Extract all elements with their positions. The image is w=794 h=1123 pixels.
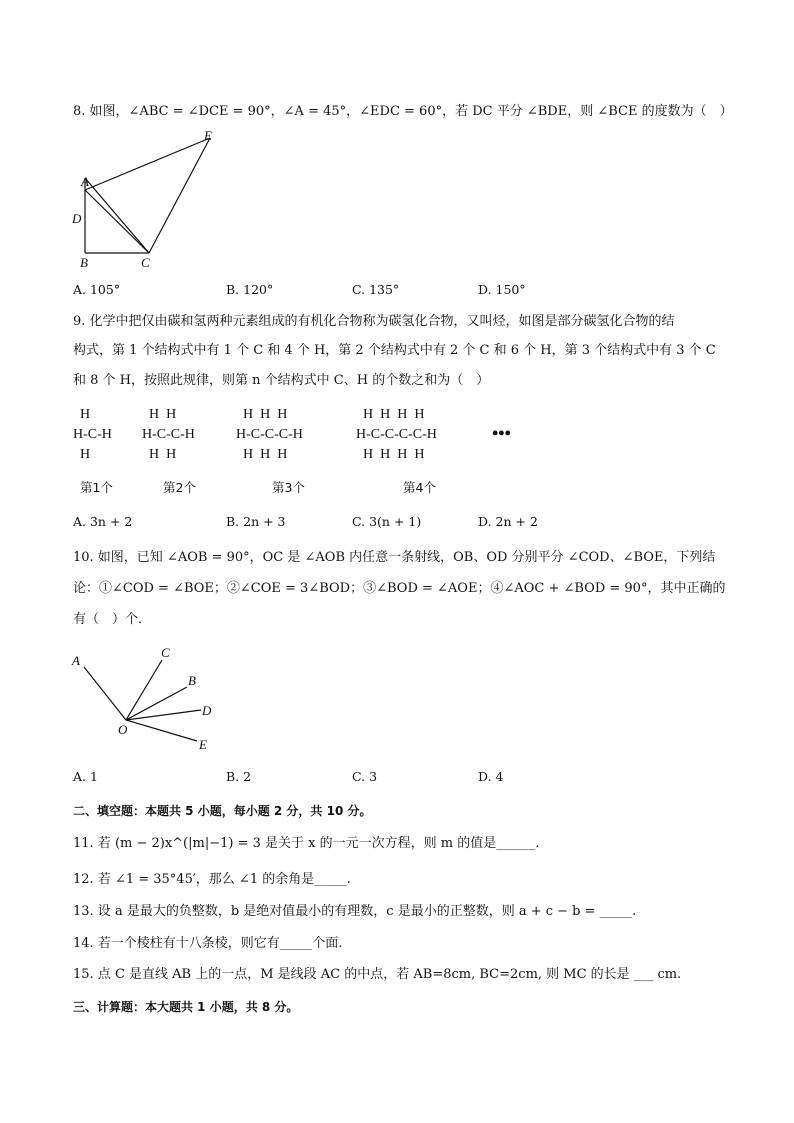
q9-option-b: B. 2n + 3 <box>226 514 286 529</box>
q9-option-a: A. 3n + 2 <box>73 514 133 529</box>
q10-line-1: 10. 如图，已知 ∠AOB = 90°，OC 是 ∠AOB 内任意一条射线，OB、OD 分别平分 ∠COD、∠BOE，下列结 <box>73 550 716 565</box>
q9-line-3: 和 8 个 H，按照此规律，则第 n 个结构式中 C、H 的个数之和为（ ） <box>73 373 490 388</box>
structure-2-mid: H-C-C-H <box>142 427 195 442</box>
structure-1-mid: H-C-H <box>73 427 112 442</box>
q10-option-c: C. 3 <box>352 769 378 784</box>
structure-2-bot: H H <box>142 447 177 462</box>
q8-label-d: D <box>72 211 82 226</box>
structure-4-caption: 第4个 <box>403 480 436 495</box>
q10-line-2: 论：①∠COD = ∠BOE；②∠COE = 3∠BOD；③∠BOD = ∠AOE；④∠AOC + ∠BOD = 90°，其中正确的 <box>73 581 726 596</box>
structure-3-top: H H H <box>236 407 288 422</box>
section-2-heading: 二、填空题：本题共 5 小题，每小题 2 分，共 10 分。 <box>73 804 372 818</box>
structure-1-bot: H <box>73 447 91 462</box>
q15: 15. 点 C 是直线 AB 上的一点，M 是线段 AC 的中点，若 AB=8cm, BC=2cm, 则 MC 的长是 ___ cm. <box>73 967 682 982</box>
section-3-heading: 三、计算题：本大题共 1 小题，共 8 分。 <box>73 1000 299 1014</box>
ellipsis: ••• <box>492 423 511 443</box>
structure-2-top: H H <box>142 407 177 422</box>
q10-label-a: A <box>72 653 80 668</box>
structure-3-bot: H H H <box>236 447 288 462</box>
q9-option-d: D. 2n + 2 <box>478 514 538 529</box>
q8-label-a: A <box>81 174 89 189</box>
structure-2-caption: 第2个 <box>163 480 196 495</box>
q8-option-b: B. 120° <box>226 282 274 297</box>
q10-line-3: 有（ ）个． <box>73 612 152 627</box>
q8-option-c: C. 135° <box>352 282 400 297</box>
q9-line-2: 构式，第 1 个结构式中有 1 个 C 和 4 个 H，第 2 个结构式中有 2 个 C 和 6 个 H，第 3 个结构式中有 3 个 C <box>73 343 716 358</box>
q10-label-o: O <box>118 722 128 737</box>
structure-4-top: H H H H <box>356 407 425 422</box>
q14: 14. 若一个棱柱有十八条棱，则它有_____个面. <box>73 936 343 951</box>
q8-label-b: B <box>80 255 88 270</box>
q8-option-d: D. 150° <box>478 282 526 297</box>
q10-label-e: E <box>199 737 207 752</box>
q10-label-b: B <box>188 673 196 688</box>
structure-4-mid: H-C-C-C-C-H <box>356 427 437 442</box>
q8-label-e: E <box>204 128 212 143</box>
q8-stem: 8. 如图，∠ABC = ∠DCE = 90°，∠A = 45°，∠EDC = 60°，若 DC 平分 ∠BDE，则 ∠BCE 的度数为（ ） <box>73 104 733 119</box>
q10-figure <box>70 645 240 755</box>
q8-figure <box>70 128 230 278</box>
structure-4-bot: H H H H <box>356 447 425 462</box>
q11: 11. 若 (m − 2)x^(|m|−1) = 3 是关于 x 的一元一次方程，则 m 的值是______. <box>73 836 540 851</box>
q8-option-a: A. 105° <box>73 282 121 297</box>
q10-option-d: D. 4 <box>478 769 504 784</box>
q8-label-c: C <box>141 255 150 270</box>
q12: 12. 若 ∠1 = 35°45′，那么 ∠1 的余角是_____. <box>73 872 351 887</box>
q13: 13. 设 a 是最大的负整数，b 是绝对值最小的有理数，c 是最小的正整数，则 a + c − b = _____. <box>73 904 637 919</box>
q9-line-1: 9. 化学中把仅由碳和氢两种元素组成的有机化合物称为碳氢化合物，又叫烃，如图是部分碳氢化合物的结 <box>73 314 675 329</box>
structure-1-top: H <box>73 407 91 422</box>
structure-3-caption: 第3个 <box>272 480 305 495</box>
q10-option-b: B. 2 <box>226 769 252 784</box>
structure-3-mid: H-C-C-C-H <box>236 427 303 442</box>
q10-label-d: D <box>202 703 212 718</box>
q9-option-c: C. 3(n + 1) <box>352 514 422 529</box>
q10-option-a: A. 1 <box>73 769 98 784</box>
structure-1-caption: 第1个 <box>80 480 113 495</box>
q10-label-c: C <box>161 645 170 660</box>
